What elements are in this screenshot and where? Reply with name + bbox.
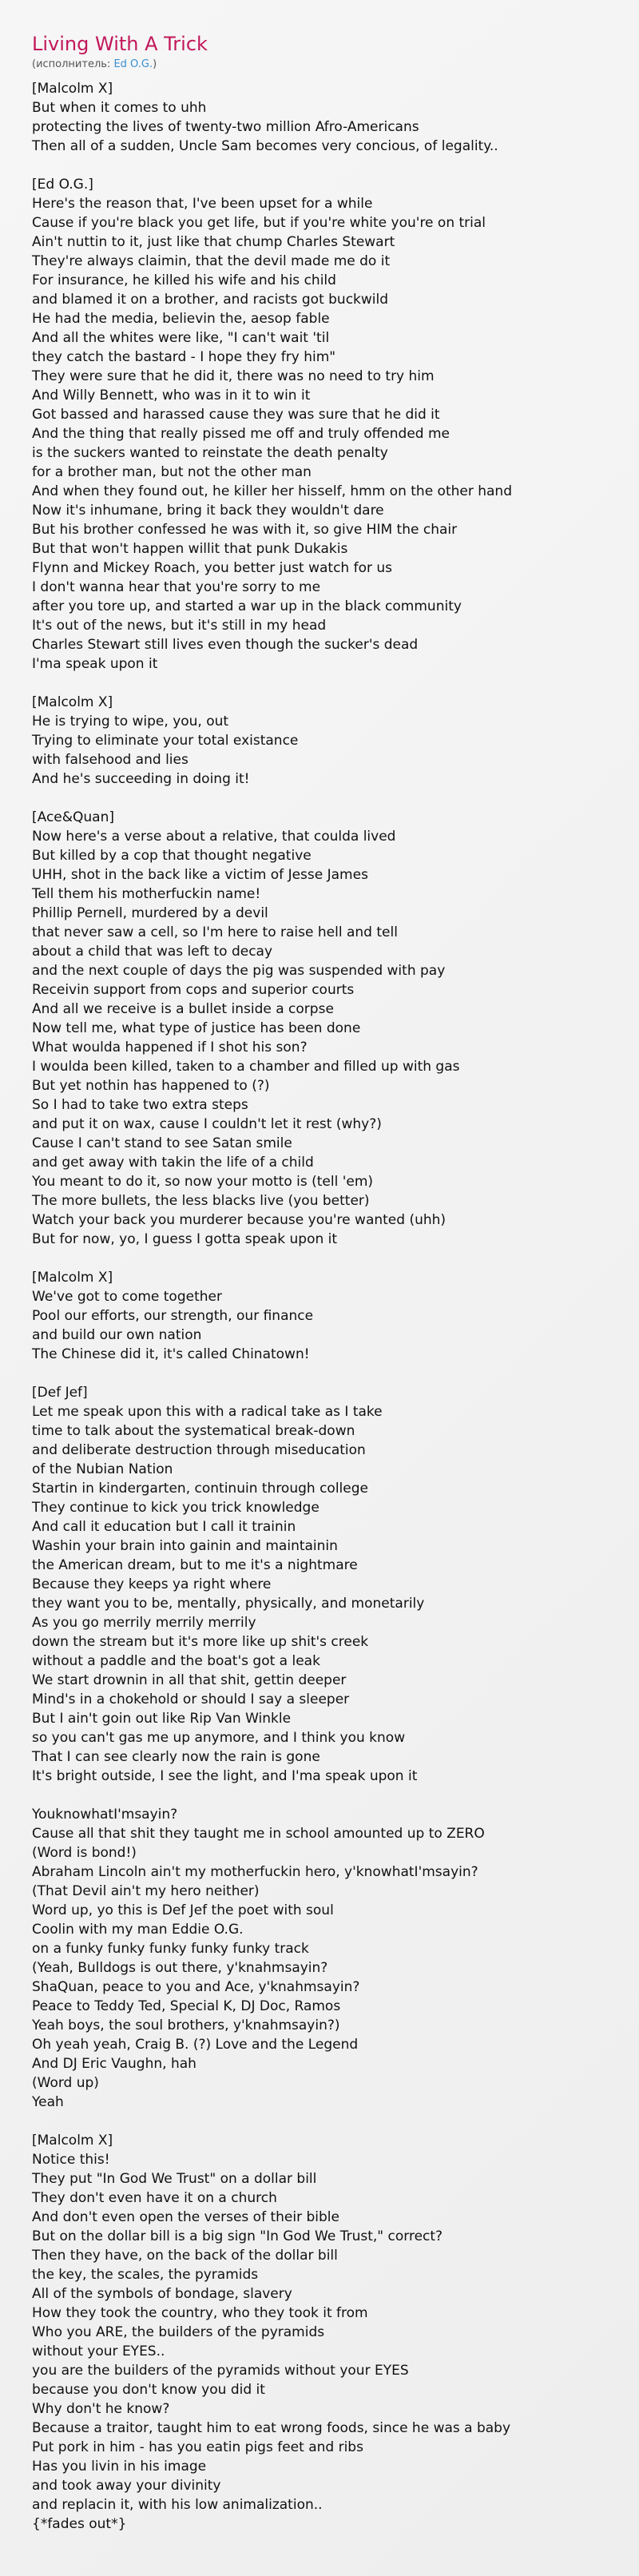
performer-link[interactable]: Ed O.G. bbox=[113, 58, 153, 70]
performer-line bbox=[32, 58, 607, 71]
performer-suffix: ) bbox=[153, 58, 157, 70]
song-header bbox=[0, 0, 639, 71]
song-title: Living With A Trick bbox=[32, 33, 208, 55]
performer-prefix: (исполнитель: bbox=[32, 58, 114, 70]
lyrics-text: [Malcolm X] But when it comes to uhh protecting the lives of twenty-two million Afro-Americans Then all of a sudden, Uncle Sam becomes very concious, of legality.. [Ed O.G.] Here's the reason that, I've been upset for a while Cause if you're black you get life, but if you're white you're on trial Ain't nuttin to it, just like that chump Charles Stewart They're always claimin, that the devil made me do it For insurance, he killed his wife and his child and blamed it on a brother, and racists got buckwild He had the media, believin the, aesop fable And all the whites were like, "I can't wait 'til they catch the bastard - I hope they fry him" They were sure that he did it, there was no need to try him And Willy Bennett, who was in it to win it Got bassed and harassed cause they was sure that he did it And the thing that really pissed me off and truly offended me is the suckers wanted to reinstate the death penalty for a brother man, but not the other man And when they found out, he killer her hisself, hmm on the other hand Now it's inhumane, bring it back they wouldn't dare But his brother confessed he was with it, so give HIM the chair But that won't happen willit that punk Dukakis Flynn and Mickey Roach, you better just watch for us I don't wanna hear that you're sorry to me after you tore up, and started a war up in the black community It's out of the news, but it's still in my head Charles Stewart still lives even though the sucker's dead I'ma speak upon it [Malcolm X] He is trying to wipe, you, out Trying to eliminate your total existance with falsehood and lies And he's succeeding in doing it! [Ace&Quan] Now here's a verse about a relative, that coulda lived But killed by a cop that thought negative UHH, shot in the back like a victim of Jesse James Tell them his motherfuckin name! Phillip Pernell, murdered by a devil that never saw a cell, so I'm here to raise hell and tell about a child that was left to decay and the next couple of days the pig was suspended with pay Receivin support from cops and superior courts And all we receive is a bullet inside a corpse Now tell me, what type of justice has been done What woulda happened if I shot his son? I woulda been killed, taken to a chamber and filled up with gas But yet nothin has happened to (?) So I had to take two extra steps and put it on wax, cause I couldn't let it rest (why?) Cause I can't stand to see Satan smile and get away with takin the life of a child You meant to do it, so now your motto is (tell 'em) The more bullets, the less blacks live (you better) Watch your back you murderer because you're wanted (uhh) But for now, yo, I guess I gotta speak upon it [Malcolm X] We've got to come together Pool our efforts, our strength, our finance and build our own nation The Chinese did it, it's called Chinatown! [Def Jef] Let me speak upon this with a radical take as I take time to talk about the systematical break-down and deliberate destruction through miseducation of the Nubian Nation Startin in kindergarten, continuin through college They continue to kick you trick knowledge And call it education but I call it trainin Washin your brain into gainin and maintainin the American dream, but to me it's a nightmare Because they keeps ya right where they want you to be, mentally, physically, and monetarily As you go merrily merrily merrily down the stream but it's more like up shit's creek without a paddle and the boat's got a leak We start drownin in all that shit, gettin deeper Mind's in a chokehold or should I say a sleeper But I ain't goin out like Rip Van Winkle so you can't gas me up anymore, and I think you know That I can see clearly now the rain is gone It's bright outside, I see the light, and I'ma speak upon it YouknowhatI'msayin? Cause all that shit they taught me in school amounted up to ZERO (Word is bond!) Abraham Lincoln ain't my motherfuckin hero, y'knowhatI'msayin? (That Devil ain't my hero neither) Word up, yo this is Def Jef the poet with soul Coolin with my man Eddie O.G. on a funky funky funky funky funky track (Yeah, Bulldogs is out there, y'knahmsayin? ShaQuan, peace to you and Ace, y'knahmsayin? Peace to Teddy Ted, Special K, DJ Doc, Ramos Yeah boys, the soul brothers, y'knahmsayin?) Oh yeah yeah, Craig B. (?) Love and the Legend And DJ Eric Vaughn, hah (Word up) Yeah [Malcolm X] Notice this! They put "In God We Trust" on a dollar bill They don't even have it on a church And don't even open the verses of their bible But on the dollar bill is a big sign "In God We Trust," correct? Then they have, on the back of the dollar bill the key, the scales, the pyramids All of the symbols of bondage, slavery How they took the country, who they took it from Who you ARE, the builders of the pyramids without your EYES.. you are the builders of the pyramids without your EYES because you don't know you did it Why don't he know? Because a traitor, taught him to eat wrong foods, since he was a baby Put pork in him - has you eatin pigs feet and ribs Has you livin in his image and took away your divinity and replacin it, with his low animalization.. {*fades out*} bbox=[32, 81, 513, 2532]
